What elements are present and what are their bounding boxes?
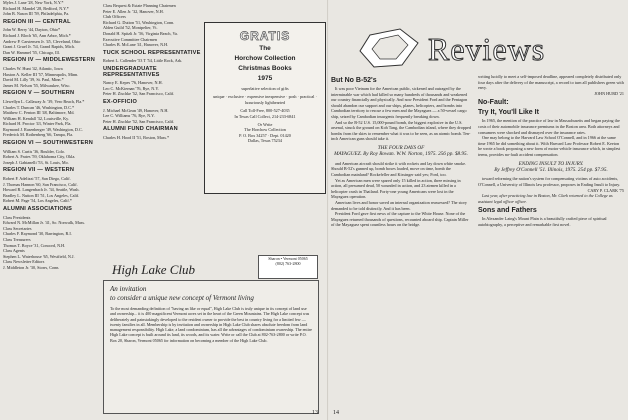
directory-entry: J. Middleton Jr. '30, Storrs, Conn. — [3, 264, 60, 270]
ad-call: Call Toll-Free, 800-527-4035 — [240, 108, 290, 114]
ad-desc: superlative selection of gifts — [241, 86, 289, 91]
left-column — [3, 0, 99, 410]
directory-entry: John W. Berry '44, Dayton, Ohio* — [3, 27, 61, 33]
directory-entry: Executive Committee Chairmen — [103, 36, 157, 42]
directory-entry: Howard R. Langenbach Jr. '34, Seattle, Wash. — [3, 187, 80, 193]
high-lake-body: To the most demanding definition of "having an like or equal", High Lake Club is truly unique in its concept of land use and ownership... it is 400 magnificent Vermont acres set in the heart of the Green Mountains. The High Lake concept was deliberately and painstakingly developed to the resident owner to provide the best in country living for a limited few — twenty families in all. Membership is by invitation and ownership in High Lake Club shares absolute freedom from land management responsibility. High Lake, a land condominium, has all the advantages of condominium ownership. The entire High Lake concept is built around its land, its woods, and its water. Write or call the Club at 802-763-2800 or write P.O. Box 20, Sharon, Vermont 05065 for information on becoming a member of the High Lake Club. — [110, 306, 312, 343]
review-column-1 — [331, 74, 471, 408]
directory-entry: Robert A. Frates '59, Oklahoma City, Okla. — [3, 154, 76, 160]
directory-entry: Richard H. Mandel '28, Bedford, N.Y.* — [3, 5, 69, 11]
directory-entry: Class Treasurers — [3, 236, 31, 242]
directory-entry: Stephen L. Waterhouse '65, Westfield, N.J. — [3, 253, 75, 259]
directory-entry: Charles H. Hood II '51, Boston, Mass.* — [103, 134, 170, 140]
book-title-line1: THE FOUR DAYS OF — [377, 144, 425, 151]
ad-desc2: unique · exclusive · expensive inexpensive · posh · practical · luxuriously lighthearted — [213, 94, 317, 105]
directory-entry: Robert M. Page '54, Los Angeles, Calif.* — [3, 198, 72, 204]
section-heading: REGION VI — SOUTHWESTERN — [3, 140, 93, 147]
directory-entry: Donald H. Spitzli Jr. '56, Virginia Beach, Va. — [103, 30, 178, 36]
directory-entry: Edward N. McMillan Jr. '41, So. Norwalk, Mass. — [3, 220, 86, 226]
review-para: President Ford gave first news of the capture to the White House. None of the Mayaguez returned thousands of questions, recounted aboard ship. Captain Miller of the Mayaguez spent countless hours on the bridge. — [331, 211, 469, 228]
book-title — [331, 145, 471, 158]
directory-entry: Frederick M. Rothenberg '66, Tampa, Fla. — [3, 132, 74, 138]
review-title-1: But No B-52's — [331, 77, 377, 84]
directory-entry: Andrew P. Carstensen Jr. '45, Cleveland, Ohio — [3, 38, 81, 44]
review-signature: CARY P. CLARK '75 — [587, 187, 624, 193]
directory-entry: Club Officers — [103, 14, 126, 20]
directory-entry: James M. Nelson '55, Milwaukee, Wisc. — [3, 82, 71, 88]
review-para: Last year, after practicing law in Boston, Mr. Clark returned to the College as assistant legal officer officer. — [478, 193, 613, 204]
directory-entry: Richard G. Dutton '51, Washington, Conn. — [103, 19, 175, 25]
directory-entry: Matthew C. Fenton III '48, Baltimore, Md. — [3, 110, 75, 116]
directory-entry: J. Michael McGean '49, Hanover, N.H. — [103, 107, 169, 113]
review-para: In 1965, the mention of the practice of law in Massachusetts and began paying the costs of their automobile insurance premiums in the Boston area. Both attorneys and consumers were shocked and dismayed over the insurance rates. — [478, 118, 620, 135]
horchow-ad — [204, 22, 326, 194]
page-fold — [327, 0, 329, 420]
directory-entry: Charles T. Duncan '46, Washington, D.C.* — [3, 104, 75, 110]
directory-entry: Class Bequest & Estate Planning Chairmen — [103, 3, 176, 8]
section-heading: REGION IV — MIDDLEWESTERN — [3, 57, 96, 64]
review-para: American lives and honor saved an internal organization reassessed? The story demanded to be told distinctly. And it has been. — [331, 199, 467, 211]
directory-entry: Richard H. Proctor '43, Winter Park, Fla. — [3, 121, 72, 127]
directory-entry: Robert F. Adelizzi '57, San Diego, Calif. — [3, 176, 71, 182]
directory-entry: Charles F. Raymond '30, Barrington, R.I. — [3, 231, 72, 237]
section-heading: ALUMNI FUND CHAIRMAN — [103, 126, 178, 133]
gratis-logo: GRATIS — [239, 29, 291, 43]
directory-entry: Charles B. McLane '41, Hanover, N.H. — [103, 42, 169, 48]
directory-entry: Dan W. Hammel '55, Chicago, Ill. — [3, 49, 60, 55]
directory-entry: David M. Lilly '39, St. Paul, Minn.* — [3, 77, 64, 83]
page-number-right: 14 — [333, 410, 339, 416]
review-title-2: No-Fault: — [478, 99, 509, 107]
ad-line1: The — [259, 45, 271, 52]
directory-entry: Class Agents — [3, 248, 25, 254]
ad-addr3: Dallas, Texas 75234 — [248, 138, 282, 144]
section-heading: UNDERGRADUATE REPRESENTATIVES — [103, 65, 160, 78]
ad-line4: 1975 — [257, 75, 273, 82]
review-para: and American aircraft should strike it with rockets and lay down white smoke. Should B-52's gunned up, bomb boxes loaded, move on time, bomb the Cambodian mainland? Rockefeller and Kissinger said yes; Ford, too. — [331, 160, 467, 177]
directory-entry: Richard J. Bloch '65, Ann Arbor, Mich.* — [3, 32, 71, 38]
directory-entry: Class Newsletter Editors — [3, 259, 45, 265]
review-para: toward reforming the nation's system for compensating victims of auto accidents, O'Connell, a University of Illinois law professor, proposes in Ending Insult to Injury. — [478, 176, 621, 187]
reviews-title: Reviews — [428, 31, 546, 67]
high-lake-map — [258, 255, 318, 279]
directory-entry: Peter E. Allen Jr. '32, Hanover, N.H. — [103, 8, 164, 14]
review-para: writing lucidly to meet a self-imposed deadline, appeared completely distributed only four days after the delivery of the manuscript, a record to turn all publishers green with envy. — [478, 74, 624, 91]
map-text: Sharon • Vermont 05065 — [268, 256, 308, 261]
reviews-header — [330, 25, 626, 71]
directory-entry: Grant J. Gruel Jr. '54, Grand Rapids, Mich. — [3, 44, 75, 50]
directory-entry: Peter H. Zischke '52, San Francisco, Calif. — [103, 118, 175, 124]
directory-entry: J. Thomas Hannon '60, San Francisco, Calif. — [3, 181, 78, 187]
directory-entry: Robert L. Callender '53 T '54, Little Rock, Ark. — [103, 58, 183, 64]
directory-entry: Raymond J. Rasenberger '49, Washington, D.C. — [3, 126, 83, 132]
section-heading: TUCK SCHOOL REPRESENTATIVE — [103, 49, 201, 56]
section-heading: ALUMNI ASSOCIATIONS — [3, 206, 73, 212]
review-title-4: Sons and Fathers — [478, 207, 537, 215]
ad-line3: Christmas Books — [238, 65, 292, 72]
review-title-3: Try It, You'll Like It — [478, 109, 539, 117]
map-phone: (802) 763-2800 — [275, 261, 301, 266]
review-column-2 — [478, 74, 624, 408]
section-heading: REGION V — SOUTHERN — [3, 90, 75, 97]
directory-entry: Leo C. McKiernan '76, Rye, N.Y. — [103, 85, 159, 91]
ad-call2: In Texas Call Collect, 214-233-6841 — [234, 113, 296, 119]
review-para: Yet as American men were spared only 15 killed in action, three missing in action, all presumed dead, 50 wounded in action, and 23 airmen killed in a helicopter crash in Thailand. Forty-one young Americans were lost in the Mayaguez operation. — [331, 177, 461, 200]
section-heading: REGION VII — WESTERN — [3, 167, 75, 174]
section-heading: REGION III — CENTRAL — [3, 18, 71, 25]
invite-line2: to consider a unique new concept of Vermont living — [110, 294, 254, 302]
directory-entry: Alden Guild '52, Montpelier, Vt. — [103, 25, 158, 31]
high-lake-title: High Lake Club — [112, 262, 196, 277]
section-heading: EX-OFFICIO — [103, 98, 138, 105]
directory-entry: John B. Nason III '59, Philadelphia, Pa. — [3, 11, 70, 17]
high-lake-ad — [103, 280, 319, 414]
review-para: And so the B-52 U.S. 15,000-pound bomb, the biggest explosive in the U.S. arsenal, struck the ground on Koh Tang, the Cambodian island, where they dropped bombs from the skies to remember what it was to be seen, as an atomic bomb. Ten-inch American guns should take it. — [331, 119, 471, 142]
directory-entry: Llewellyn L. Callaway Jr. '39, Vero Beach, Fla.* — [3, 98, 85, 104]
directory-entry: Haxton A. Keller III '57, Minneapolis, Minn. — [3, 71, 79, 77]
ad-or: Or Write — [257, 122, 273, 128]
review-para: It was poor Vietnam for the American public, sickened and outraged by the interminable war which had killed so many hundreds of thousands and weakened our country financially and physically. And now President Ford and the Pentagon should abandon our support and our ships, planes, helicopters, and bombs into Cambodian territory to rescue a few men and the Mayaguez — a 50-vessel cargo ship, seized by Cambodian insurgents frequently breaking down. — [331, 86, 468, 119]
book-title-line2: By Jeffrey O'Connell '51. Illinois, 1975. 254 pp. $7.95. — [494, 166, 608, 173]
review-signature: JOHN HURD '21 — [594, 90, 624, 96]
directory-entry: Thomas T. Boyce '31, Concord, N.H. — [3, 242, 66, 248]
middle-column — [103, 3, 201, 258]
directory-entry: Joseph J. Gabianelli '53, St. Louis, Mo. — [3, 159, 69, 165]
directory-entry: Class Secretaries — [3, 225, 32, 231]
directory-entry: Lee C. Williams '76, Rye, N.Y. — [103, 113, 155, 119]
review-para: One may belong to the Harvard Law School O'Connell, and in 1966 at the same time 1965 he did something about it. With Harvard Law Professor Robert E. Keeton he wrote a book proposing a new form of motor vehicle insurance which, in simplest terms, provides no-fault accident compensation. — [478, 135, 621, 157]
book-title-line1: ENDING INSULT TO INJURY. — [518, 160, 584, 167]
directory-entry: Nancy E. Kepes '76, Hanover, N.H. — [103, 80, 163, 86]
directory-entry: Bradley L. Nutton III '51, Los Angeles, Calif. — [3, 192, 80, 198]
directory-entry: William H. Kendall '32, Louisville, Ky. — [3, 115, 70, 121]
directory-entry: Peter H. Zischke '52, San Francisco, Calif. — [103, 91, 175, 97]
book-title — [478, 161, 624, 174]
page-number-left: 13 — [312, 410, 318, 416]
ad-addr2: P. O. Box 34257 · Dept. 01420 — [239, 132, 291, 138]
directory-entry: Class Presidents — [3, 214, 31, 220]
invite-line1: An invitation — [110, 285, 147, 293]
directory-entry: Charles W. Hunt '42, Atlantic, Iowa — [3, 65, 63, 71]
directory-entry: William S. Curtis '36, Boulder, Colo. — [3, 148, 65, 154]
ad-line2: Horchow Collection — [234, 55, 296, 62]
ad-addr1: The Horchow Collection — [244, 127, 286, 133]
book-title-line2: MAYAGUEZ. By Roy Rowan. W.W. Norton, 1975. 256 pp. $8.95. — [334, 151, 468, 158]
review-para: In Alexander Laing's Mount Plain is a beautifully crafted piece of spiritual autobiography, a perceptive and remarkable first novel. — [478, 216, 607, 227]
directory-entry: Myles J. Lane '28, New York, N.Y.* — [3, 0, 64, 5]
